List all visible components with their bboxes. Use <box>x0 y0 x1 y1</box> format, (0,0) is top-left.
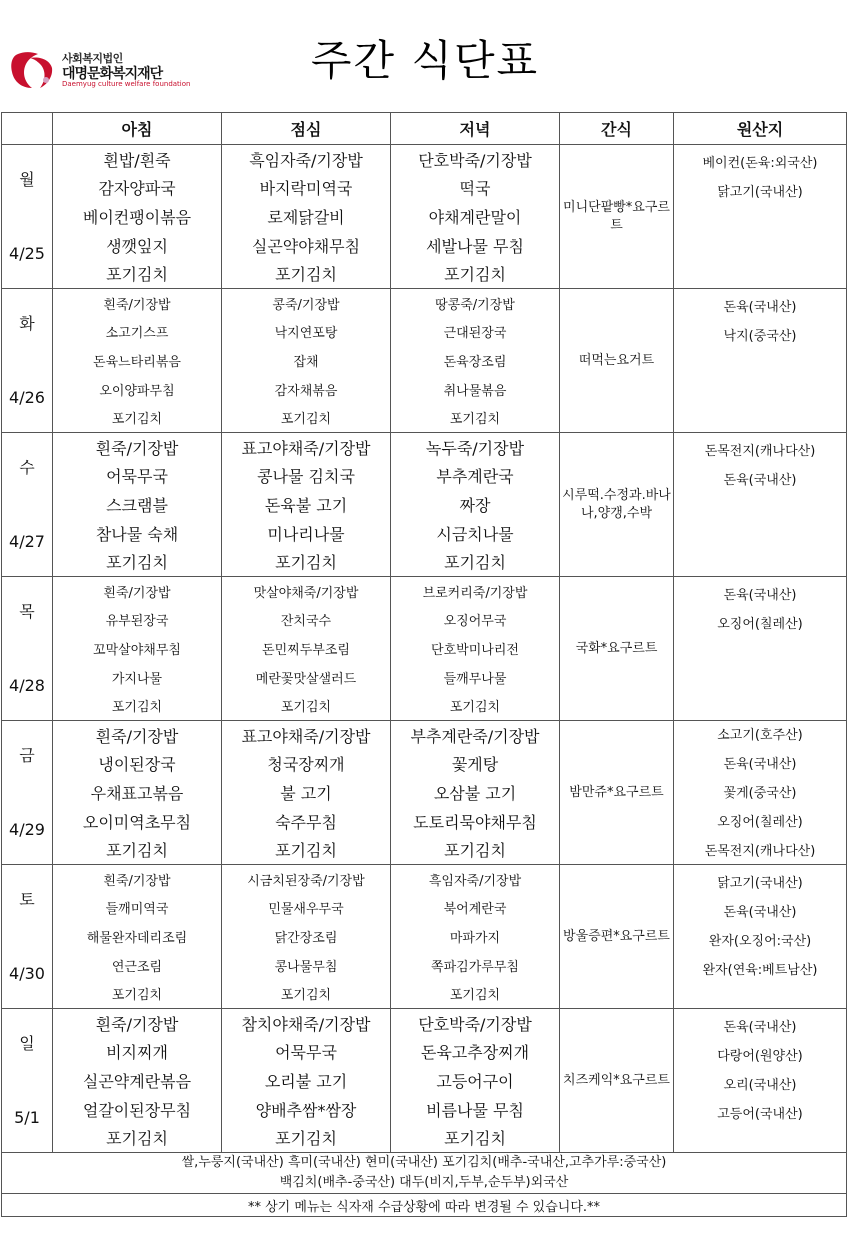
lunch-dish: 메란꽃맛살샐러드 <box>255 671 357 687</box>
lunch-dish: 숙주무침 <box>275 812 337 832</box>
dinner-cell <box>391 865 560 1009</box>
breakfast-dish: 포기김치 <box>106 841 168 861</box>
lunch-dish: 포기김치 <box>275 1129 337 1149</box>
lunch-cell <box>222 721 391 865</box>
dinner-dish: 오징어무국 <box>443 614 507 630</box>
origin-item: 닭고기(국내산) <box>717 185 803 200</box>
breakfast-dish: 오이미역초무침 <box>82 812 192 832</box>
lunch-dish: 감자채볶음 <box>274 383 338 399</box>
breakfast-dish: 가지나물 <box>111 671 163 687</box>
lunch-dish: 포기김치 <box>280 700 332 716</box>
origin-item: 닭고기(국내산) <box>717 876 803 891</box>
lunch-dish: 흑임자죽/기장밥 <box>249 150 363 170</box>
day-date: 4/25 <box>9 243 45 263</box>
lunch-dish: 불 고기 <box>280 783 332 803</box>
breakfast-cell <box>53 721 222 865</box>
lunch-dish: 참치야채죽/기장밥 <box>241 1014 371 1034</box>
day-name: 금 <box>19 745 35 765</box>
day-name: 수 <box>19 457 35 477</box>
breakfast-dish: 포기김치 <box>111 988 163 1004</box>
dinner-cell <box>391 145 560 289</box>
breakfast-dish: 베이컨팽이볶음 <box>82 207 192 227</box>
day-name: 목 <box>19 601 35 621</box>
lunch-dish: 바지락미역국 <box>259 179 353 199</box>
day-cell <box>2 721 53 865</box>
origin-cell <box>674 577 847 721</box>
dinner-dish: 포기김치 <box>449 700 501 716</box>
snack-cell: 국화*요구르트 <box>560 577 674 721</box>
origin-item: 고등어(국내산) <box>717 1107 803 1122</box>
lunch-dish: 포기김치 <box>280 412 332 428</box>
origin-item: 완자(오징어:국산) <box>708 934 812 949</box>
origin-item: 돈육(국내산) <box>723 905 797 920</box>
day-row <box>2 289 847 433</box>
breakfast-cell <box>53 289 222 433</box>
lunch-dish: 콩죽/기장밥 <box>272 297 340 313</box>
dinner-dish: 짜장 <box>459 495 491 515</box>
origin-item: 오징어(칠레산) <box>717 815 803 830</box>
dinner-dish: 고등어구이 <box>436 1071 514 1091</box>
header-row <box>2 113 847 145</box>
dinner-dish: 떡국 <box>459 179 491 199</box>
origin-item: 돈목전지(캐나다산) <box>704 844 816 859</box>
dinner-cell <box>391 1009 560 1153</box>
dinner-dish: 포기김치 <box>444 265 506 285</box>
origin-item: 돈육(국내산) <box>723 757 797 772</box>
day-row <box>2 577 847 721</box>
lunch-cell <box>222 145 391 289</box>
origin-cell <box>674 433 847 577</box>
dinner-dish: 돈육장조림 <box>443 354 507 370</box>
dinner-dish: 녹두죽/기장밥 <box>425 438 525 458</box>
dinner-dish: 꽃게탕 <box>451 755 499 775</box>
day-cell <box>2 433 53 577</box>
dinner-dish: 근대된장국 <box>443 326 507 342</box>
snack-cell: 방울증편*요구르트 <box>560 865 674 1009</box>
day-row <box>2 145 847 289</box>
origin-item: 소고기(호주산) <box>717 728 803 743</box>
dinner-dish: 쪽파김가루무침 <box>431 959 519 975</box>
dinner-dish: 단호박미나리전 <box>431 642 519 658</box>
lunch-dish: 포기김치 <box>275 553 337 573</box>
origin-item: 오징어(칠레산) <box>717 617 803 632</box>
dinner-cell <box>391 289 560 433</box>
footer-row <box>2 1153 847 1194</box>
dinner-cell <box>391 577 560 721</box>
dinner-cell <box>391 721 560 865</box>
dinner-dish: 비름나물 무침 <box>426 1100 524 1120</box>
dinner-cell <box>391 433 560 577</box>
day-cell <box>2 145 53 289</box>
breakfast-dish: 흰죽/기장밥 <box>95 726 179 746</box>
lunch-cell <box>222 289 391 433</box>
breakfast-dish: 스크램블 <box>106 495 168 515</box>
snack-cell: 시루떡.수정과.바나나,양갱,수박 <box>560 433 674 577</box>
lunch-dish: 닭간장조림 <box>274 930 338 946</box>
dinner-dish: 마파가지 <box>449 930 501 946</box>
lunch-cell <box>222 433 391 577</box>
day-cell <box>2 289 53 433</box>
breakfast-cell <box>53 577 222 721</box>
day-row <box>2 721 847 865</box>
snack-cell: 밤만쥬*요구르트 <box>560 721 674 865</box>
breakfast-dish: 어묵무국 <box>106 467 168 487</box>
lunch-dish: 포기김치 <box>275 265 337 285</box>
dinner-dish: 돈육고추장찌개 <box>420 1043 530 1063</box>
breakfast-dish: 연근조림 <box>111 959 163 975</box>
origin-cell <box>674 865 847 1009</box>
breakfast-dish: 흰죽/기장밥 <box>95 438 179 458</box>
breakfast-dish: 흰밥/흰죽 <box>103 150 171 170</box>
day-name: 화 <box>19 313 35 333</box>
lunch-dish: 청국장찌개 <box>267 755 345 775</box>
breakfast-cell <box>53 433 222 577</box>
lunch-dish: 표고야채죽/기장밥 <box>241 438 371 458</box>
breakfast-dish: 오이양파무침 <box>99 383 175 399</box>
note-row <box>2 1194 847 1217</box>
header-dinner: 저녁 <box>391 113 560 145</box>
logo-subtitle: 사회복지법인 <box>62 52 123 65</box>
dinner-dish: 흑임자죽/기장밥 <box>428 873 522 889</box>
lunch-dish: 잡채 <box>293 354 319 370</box>
day-cell <box>2 577 53 721</box>
lunch-dish: 로제닭갈비 <box>267 207 345 227</box>
logo-english: Daemyug culture welfare foundation <box>62 80 191 88</box>
lunch-dish: 실곤약야채무침 <box>251 236 361 256</box>
weekly-menu-table <box>1 112 847 1217</box>
breakfast-dish: 해물완자데리조림 <box>86 930 188 946</box>
dinner-dish: 땅콩죽/기장밥 <box>435 297 515 313</box>
breakfast-dish: 실곤약계란볶음 <box>82 1071 192 1091</box>
breakfast-dish: 포기김치 <box>106 553 168 573</box>
breakfast-dish: 흰죽/기장밥 <box>95 1014 179 1034</box>
dinner-dish: 부추계란죽/기장밥 <box>410 726 540 746</box>
day-date: 4/30 <box>9 963 45 983</box>
dinner-dish: 포기김치 <box>449 988 501 1004</box>
dinner-dish: 포기김치 <box>444 1129 506 1149</box>
dinner-dish: 브로커리죽/기장밥 <box>422 585 528 601</box>
day-date: 4/26 <box>9 387 45 407</box>
lunch-dish: 오리불 고기 <box>264 1071 348 1091</box>
breakfast-dish: 포기김치 <box>111 700 163 716</box>
dinner-dish: 오삼불 고기 <box>433 783 517 803</box>
breakfast-dish: 참나물 숙채 <box>95 524 179 544</box>
breakfast-dish: 포기김치 <box>106 265 168 285</box>
lunch-dish: 돈민찌두부조림 <box>262 642 350 658</box>
dinner-dish: 단호박죽/기장밥 <box>418 150 532 170</box>
lunch-dish: 표고야채죽/기장밥 <box>241 726 371 746</box>
dinner-dish: 야채계란말이 <box>428 207 522 227</box>
origin-footnote <box>2 1153 847 1194</box>
dinner-dish: 취나물볶음 <box>443 383 507 399</box>
origin-item: 돈목전지(캐나다산) <box>704 444 816 459</box>
lunch-dish: 어묵무국 <box>275 1043 337 1063</box>
lunch-dish: 미나리나물 <box>267 524 345 544</box>
breakfast-dish: 흰죽/기장밥 <box>103 873 171 889</box>
origin-item: 돈육(국내산) <box>723 473 797 488</box>
lunch-dish: 맛살야채죽/기장밥 <box>253 585 359 601</box>
origin-item: 오리(국내산) <box>723 1078 797 1093</box>
header-origin: 원산지 <box>674 113 847 145</box>
day-cell <box>2 865 53 1009</box>
breakfast-dish: 포기김치 <box>111 412 163 428</box>
day-row <box>2 1009 847 1153</box>
breakfast-cell <box>53 145 222 289</box>
origin-cell <box>674 1009 847 1153</box>
breakfast-dish: 우채표고볶음 <box>90 783 184 803</box>
day-date: 4/28 <box>9 675 45 695</box>
day-row <box>2 433 847 577</box>
lunch-dish: 콩나물 김치국 <box>257 467 355 487</box>
dinner-dish: 북어계란국 <box>443 902 507 918</box>
breakfast-dish: 꼬막살야채무침 <box>93 642 181 658</box>
snack-cell: 치즈케익*요구르트 <box>560 1009 674 1153</box>
lunch-dish: 콩나물무침 <box>274 959 338 975</box>
page-title: 주간 식단표 <box>310 36 540 85</box>
header-day <box>2 113 53 145</box>
lunch-dish: 민물새우무국 <box>268 902 344 918</box>
dinner-dish: 포기김치 <box>444 841 506 861</box>
origin-cell <box>674 145 847 289</box>
header <box>0 0 850 112</box>
change-notice: ** 상기 메뉴는 식자재 수급상황에 따라 변경될 수 있습니다.** <box>2 1194 847 1217</box>
lunch-cell <box>222 1009 391 1153</box>
origin-item: 다랑어(원양산) <box>717 1049 803 1064</box>
lunch-dish: 잔치국수 <box>280 614 332 630</box>
origin-item: 완자(연육:베트남산) <box>702 963 818 978</box>
lunch-dish: 포기김치 <box>280 988 332 1004</box>
day-date: 4/29 <box>9 819 45 839</box>
snack-cell: 떠먹는요거트 <box>560 289 674 433</box>
breakfast-dish: 들깨미역국 <box>105 902 169 918</box>
origin-item: 꽃게(중국산) <box>723 786 797 801</box>
breakfast-dish: 흰죽/기장밥 <box>103 297 171 313</box>
origin-item: 돈육(국내산) <box>723 300 797 315</box>
breakfast-dish: 유부된장국 <box>105 614 169 630</box>
lunch-dish: 양배추쌈*쌈장 <box>255 1100 357 1120</box>
day-date: 5/1 <box>14 1107 40 1127</box>
lunch-cell <box>222 865 391 1009</box>
breakfast-dish: 흰죽/기장밥 <box>103 585 171 601</box>
day-row <box>2 865 847 1009</box>
day-name: 일 <box>19 1033 35 1053</box>
breakfast-dish: 냉이된장국 <box>98 755 176 775</box>
dinner-dish: 단호박죽/기장밥 <box>418 1014 532 1034</box>
header-breakfast: 아침 <box>53 113 222 145</box>
origin-cell <box>674 721 847 865</box>
day-date: 4/27 <box>9 531 45 551</box>
breakfast-cell <box>53 865 222 1009</box>
breakfast-dish: 감자양파국 <box>98 179 176 199</box>
snack-cell: 미니단팥빵*요구르트 <box>560 145 674 289</box>
day-name: 월 <box>19 169 35 189</box>
day-name: 토 <box>19 889 35 909</box>
breakfast-dish: 얼갈이된장무침 <box>82 1100 192 1120</box>
dinner-dish: 들깨무나물 <box>443 671 507 687</box>
breakfast-dish: 비지찌개 <box>106 1043 168 1063</box>
breakfast-dish: 생깻잎지 <box>106 236 168 256</box>
origin-item: 베이컨(돈육:외국산) <box>702 156 818 171</box>
breakfast-cell <box>53 1009 222 1153</box>
origin-item: 돈육(국내산) <box>723 588 797 603</box>
header-snack: 간식 <box>560 113 674 145</box>
day-cell <box>2 1009 53 1153</box>
breakfast-dish: 돈육느타리볶음 <box>93 354 181 370</box>
lunch-dish: 포기김치 <box>275 841 337 861</box>
origin-item: 돈육(국내산) <box>723 1020 797 1035</box>
origin-item: 낙지(중국산) <box>723 329 797 344</box>
header-lunch: 점심 <box>222 113 391 145</box>
footnote-line-2: 백김치(배추-중국산) 대두(비지,두부,순두부)외국산 <box>279 1175 569 1190</box>
dinner-dish: 포기김치 <box>449 412 501 428</box>
lunch-cell <box>222 577 391 721</box>
footnote-line-1: 쌀,누룽지(국내산) 흑미(국내산) 현미(국내산) 포기김치(배추-국내산,고추가루:중국산) <box>181 1155 667 1170</box>
lunch-dish: 돈육불 고기 <box>264 495 348 515</box>
origin-cell <box>674 289 847 433</box>
breakfast-dish: 소고기스프 <box>105 326 169 342</box>
dinner-dish: 세발나물 무침 <box>426 236 524 256</box>
dinner-dish: 시금치나물 <box>436 524 514 544</box>
lunch-dish: 시금치된장죽/기장밥 <box>247 873 365 889</box>
logo-name: 대명문화복지재단 <box>62 66 163 82</box>
dinner-dish: 포기김치 <box>444 553 506 573</box>
breakfast-dish: 포기김치 <box>106 1129 168 1149</box>
lunch-dish: 낙지연포탕 <box>274 326 338 342</box>
dinner-dish: 도토리묵야채무침 <box>413 812 537 832</box>
dinner-dish: 부추계란국 <box>436 467 514 487</box>
